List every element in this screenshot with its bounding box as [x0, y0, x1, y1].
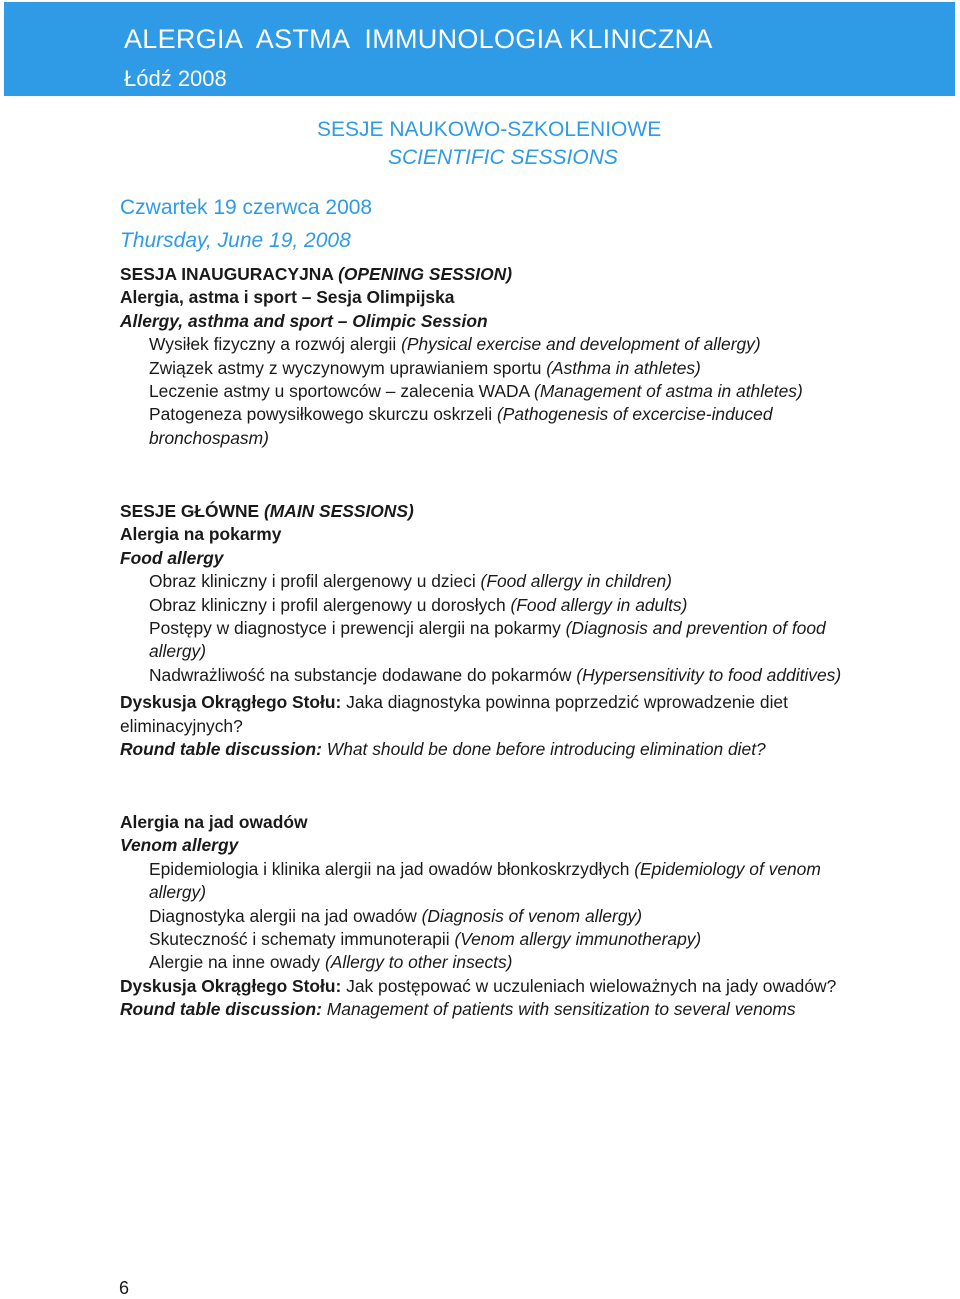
date-english: Thursday, June 19, 2008 [120, 229, 351, 252]
opening-session-topic: Alergia, astma i sport – Sesja Olimpijska [120, 287, 455, 308]
opening-session-topic-en: Allergy, asthma and sport – Olimpic Session [120, 310, 488, 331]
list-item: Związek astmy z wyczynowym uprawianiem sportu (Asthma in athletes) [149, 357, 701, 378]
list-item: Skuteczność i schematy immunoterapii (Venom allergy immunotherapy) [149, 929, 702, 950]
round-table-en: Round table discussion: Management of patients with sensitization to several venoms [120, 999, 796, 1020]
round-table-pl: Dyskusja Okrągłego Stołu: Jak postępować w uczuleniach wieloważnych na jady owadów? [120, 975, 837, 996]
list-item: Nadwrażliwość na substancje dodawane do pokarmów (Hypersensitivity to food additives) [149, 664, 842, 685]
food-allergy-topic: Alergia na pokarmy [120, 524, 282, 545]
main-sessions-heading: SESJE GŁÓWNE (MAIN SESSIONS) [120, 501, 414, 521]
venom-allergy-block [120, 811, 880, 1022]
list-item: Obraz kliniczny i profil alergenowy u dzieci (Food allergy in children) [149, 571, 672, 592]
journal-title: ALERGIA ASTMA IMMUNOLOGIA KLINICZNA [124, 24, 713, 54]
list-item: Epidemiologia i klinika alergii na jad owadów błonkoskrzydłych (Epidemiology of venom allergy) [149, 858, 821, 903]
list-item: Postępy w diagnostyce i prewencji alergii na pokarmy (Diagnosis and prevention of food allergy) [149, 618, 826, 662]
page-number: 6 [119, 1278, 130, 1298]
food-allergy-topic-en: Food allergy [120, 547, 224, 568]
round-table-pl: Dyskusja Okrągłego Stołu: Jaka diagnostyka powinna poprzedzić wprowadzenie diet eliminacyjnych? [120, 692, 788, 736]
header-banner [4, 2, 955, 96]
opening-session-block [120, 263, 880, 450]
sessions-heading: SESJE NAUKOWO-SZKOLENIOWE [317, 118, 662, 141]
main-sessions-block [120, 500, 880, 761]
venom-allergy-topic: Alergia na jad owadów [120, 812, 308, 832]
list-item: Obraz kliniczny i profil alergenowy u dorosłych (Food allergy in adults) [149, 594, 688, 615]
list-item: Alergie na inne owady (Allergy to other insects) [149, 952, 513, 973]
list-item: Wysiłek fizyczny a rozwój alergii (Physical exercise and development of allergy) [149, 334, 761, 355]
list-item: Patogeneza powysiłkowego skurczu oskrzeli (Pathogenesis of excercise-induced bronchospasm) [149, 404, 773, 448]
list-item: Leczenie astmy u sportowców – zalecenia WADA (Management of astma in athletes) [149, 381, 803, 402]
round-table-en: Round table discussion: What should be done before introducing elimination diet? [120, 739, 766, 760]
venom-allergy-topic-en: Venom allergy [120, 835, 239, 856]
opening-session-heading: SESJA INAUGURACYJNA (OPENING SESSION) [120, 264, 512, 284]
list-item: Diagnostyka alergii na jad owadów (Diagnosis of venom allergy) [149, 905, 642, 926]
sessions-heading-en: SCIENTIFIC SESSIONS [388, 146, 618, 169]
journal-subtitle: Łódź 2008 [124, 66, 227, 91]
date-polish: Czwartek 19 czerwca 2008 [120, 196, 373, 219]
